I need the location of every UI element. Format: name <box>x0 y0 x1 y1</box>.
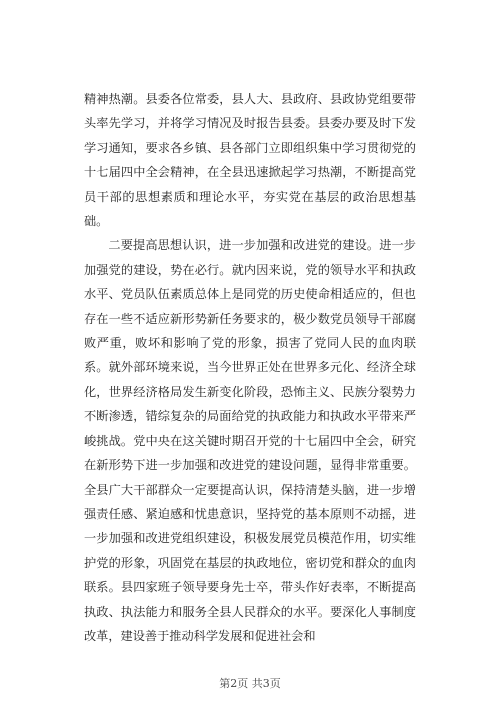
page-footer: 第2页 共3页 <box>219 677 281 690</box>
paragraph-2: 二要提高思想认识，进一步加强和改进党的建设。进一步加强党的建设，势在必行。就内因来说，党的领导水平和执政水平、党员队伍素质总体上是同党的历史使命相适应的，但也存在一些不适应新形势新任务要求的，极少数党员领导干部腐败严重，败坏和影响了党的形象，损害了党同人民的血肉联系。就外部环境来说，当今世界正处在世界多元化、经济全球化，世界经济格局发生新变化阶段，恐怖主义、民族分裂势力不断渗透，错综复杂的局面给党的执政能力和执政水平带来严峻挑战。党中央在这关键时期召开党的十七届四中全会，研究在新形势下进一步加强和改进党的建设问题，显得非常重要。全县广大干部群众一定要提高认识，保持清楚头脑，进一步增强责任感、紧迫感和忧患意识，坚持党的基本原则不动摇，进一步加强和改进党组织建设，积极发展党员模范作用，切实维护党的形象，巩固党在基层的执政地位，密切党和群众的血肉联系。县四家班子领导要身先士卒，带头作好表率，不断提高执政、执法能力和服务全县人民群众的水平。要深化人事制度改革，建设善于推动科学发展和促进社会和 <box>84 238 416 643</box>
paragraph-1: 精神热潮。县委各位常委，县人大、县政府、县政协党组要带头率先学习，并将学习情况及时报告县委。县委办要及时下发学习通知，要求各乡镇、县各部门立即组织集中学习贯彻党的十七届四中全会精神，在全县迅速掀起学习热潮，不断提高党员干部的思想素质和理论水平，夯实党在基层的政治思想基础。 <box>84 92 416 229</box>
body-text <box>84 87 416 648</box>
